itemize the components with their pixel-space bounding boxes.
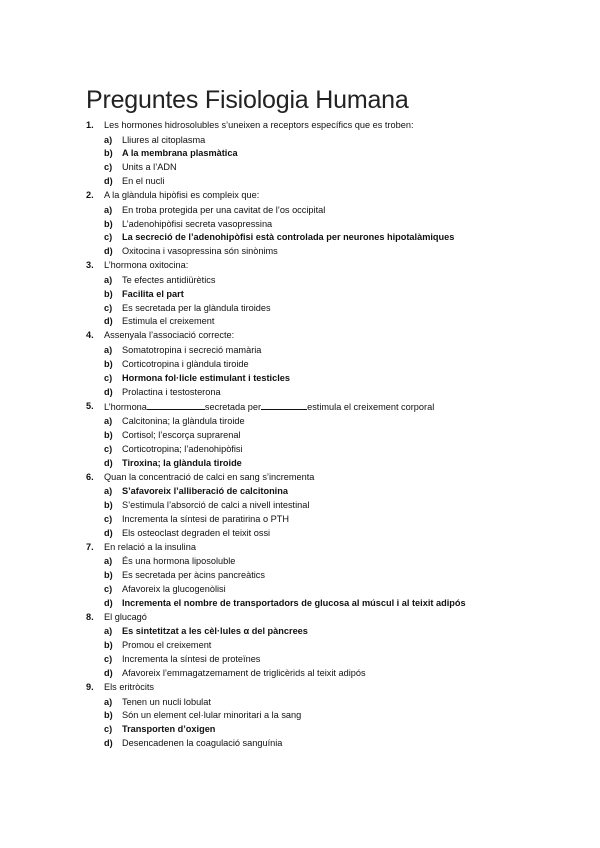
- option-text: En troba protegida per una cavitat de l’os occipital: [122, 204, 326, 215]
- answer-option: [104, 667, 566, 681]
- option-letter: b): [104, 429, 113, 440]
- option-letter: a): [104, 486, 113, 497]
- answer-option-correct: [104, 625, 566, 639]
- answer-option: [104, 134, 566, 148]
- option-letter: c): [104, 302, 113, 313]
- option-letter: b): [104, 640, 113, 651]
- option-text: Es secretada per la glàndula tiroides: [122, 302, 271, 313]
- option-text: Corticotropina i glàndula tiroide: [122, 358, 249, 369]
- option-text: Somatotropina i secreció mamària: [122, 344, 262, 355]
- option-text: Lliures al citoplasma: [122, 134, 206, 145]
- answer-option: [104, 555, 566, 569]
- option-letter: d): [104, 316, 113, 327]
- answer-option-correct: [104, 457, 566, 471]
- option-letter: c): [104, 232, 113, 243]
- question-text: En relació a la insulina: [104, 541, 196, 552]
- question-text-part: secretada per: [204, 401, 262, 412]
- answer-option: [104, 737, 566, 751]
- option-text: S’estimula l’absorció de calci a nivell intestinal: [122, 500, 310, 511]
- option-letter: c): [104, 372, 113, 383]
- option-text: Calcitonina; la glàndula tiroide: [122, 416, 245, 426]
- answer-option: [104, 315, 566, 329]
- option-text: Te efectes antidiürètics: [122, 274, 216, 285]
- answer-option-correct: [104, 147, 566, 161]
- option-list: [86, 625, 566, 681]
- option-text: Tenen un nucli lobulat: [122, 696, 211, 707]
- option-text: Corticotropina; l’adenohipòfisi: [122, 443, 243, 454]
- question-text: L’hormona oxitocina:: [104, 260, 189, 271]
- answer-option: [104, 583, 566, 597]
- option-letter: b): [104, 710, 113, 721]
- question-3: [86, 259, 566, 329]
- question-stem: [86, 329, 566, 343]
- option-text: Desencadenen la coagulació sanguínia: [122, 738, 283, 749]
- question-9: [86, 681, 566, 751]
- answer-option: [104, 245, 566, 259]
- option-letter: d): [104, 527, 113, 538]
- answer-option: [104, 204, 566, 218]
- option-letter: a): [104, 556, 113, 567]
- question-stem: [86, 119, 566, 133]
- option-list: [86, 696, 566, 752]
- option-list: [86, 344, 566, 400]
- question-2: [86, 189, 566, 259]
- question-number: 6.: [86, 471, 94, 482]
- answer-option: [104, 302, 566, 316]
- question-number: 2.: [86, 190, 94, 201]
- answer-option: [104, 175, 566, 189]
- question-stem: [86, 471, 566, 485]
- option-letter: c): [104, 584, 113, 595]
- option-letter: b): [104, 570, 113, 581]
- option-letter: b): [104, 288, 113, 299]
- option-text: Units a l’ADN: [122, 162, 177, 173]
- question-stem: [86, 189, 566, 203]
- question-list: [86, 119, 566, 751]
- option-letter: b): [104, 358, 113, 369]
- question-number: 7.: [86, 541, 94, 552]
- option-text: És una hormona liposoluble: [122, 556, 236, 567]
- option-letter: d): [104, 597, 113, 608]
- answer-option: [104, 709, 566, 723]
- answer-option: [104, 358, 566, 372]
- option-text: Incrementa el nombre de transportadors de glucosa al múscul i al teixit adipós: [122, 597, 466, 608]
- option-text: Oxitocina i vasopressina són sinònims: [122, 246, 278, 257]
- option-text: Afavoreix l’emmagatzemament de triglicèrids al teixit adipós: [122, 668, 366, 679]
- question-number: 1.: [86, 120, 94, 130]
- fill-in-blank: [261, 400, 307, 410]
- answer-option: [104, 696, 566, 710]
- question-number: 3.: [86, 260, 94, 271]
- option-letter: c): [104, 162, 113, 173]
- question-stem: [86, 611, 566, 625]
- option-list: [86, 415, 566, 471]
- option-text: Els osteoclast degraden el teixit ossi: [122, 527, 271, 538]
- option-letter: b): [104, 218, 113, 229]
- option-text: Estimula el creixement: [122, 316, 215, 327]
- question-number: 5.: [86, 400, 94, 411]
- option-letter: d): [104, 176, 113, 187]
- answer-option-correct: [104, 288, 566, 302]
- option-letter: d): [104, 246, 113, 257]
- question-text: Els eritròcits: [104, 682, 155, 692]
- question-text: Les hormones hidrosolubles s’uneixen a receptors específics que es troben:: [104, 120, 414, 130]
- answer-option-correct: [104, 723, 566, 737]
- answer-option-correct: [104, 597, 566, 611]
- page-title: Preguntes Fisiologia Humana: [86, 86, 409, 114]
- question-text-part: L’hormona: [104, 401, 147, 412]
- option-text: Tiroxina; la glàndula tiroide: [122, 457, 242, 468]
- answer-option: [104, 569, 566, 583]
- option-text: S’afavoreix l’alliberació de calcitonina: [122, 486, 288, 497]
- answer-option: [104, 429, 566, 443]
- option-list: [86, 555, 566, 611]
- option-list: [86, 134, 566, 190]
- answer-option: [104, 161, 566, 175]
- question-number: 4.: [86, 330, 94, 341]
- question-stem: [86, 541, 566, 555]
- option-letter: a): [104, 416, 113, 426]
- option-text: Afavoreix la glucogenòlisi: [122, 584, 226, 595]
- option-text: Cortisol; l’escorça suprarenal: [122, 429, 241, 440]
- answer-option: [104, 513, 566, 527]
- answer-option: [104, 344, 566, 358]
- question-stem: [86, 681, 566, 695]
- option-letter: a): [104, 344, 113, 355]
- option-text: Es sintetitzat a les cèl·lules α del pàncrees: [122, 626, 308, 637]
- answer-option: [104, 527, 566, 541]
- option-text: En el nucli: [122, 176, 165, 187]
- option-letter: d): [104, 668, 113, 679]
- question-number: 8.: [86, 611, 94, 622]
- question-stem: [86, 259, 566, 273]
- answer-option: [104, 386, 566, 400]
- answer-option: [104, 443, 566, 457]
- question-6: [86, 471, 566, 541]
- option-letter: a): [104, 626, 113, 637]
- option-text: A la membrana plasmàtica: [122, 148, 238, 159]
- question-1: [86, 119, 566, 189]
- option-list: [86, 485, 566, 541]
- question-stem: [86, 400, 566, 415]
- answer-option: [104, 499, 566, 513]
- option-text: Facilita el part: [122, 288, 184, 299]
- option-letter: a): [104, 204, 113, 215]
- question-8: [86, 611, 566, 681]
- option-list: [86, 204, 566, 260]
- answer-option: [104, 274, 566, 288]
- option-letter: a): [104, 134, 113, 145]
- answer-option: [104, 415, 566, 429]
- option-letter: b): [104, 148, 113, 159]
- option-letter: c): [104, 654, 113, 665]
- option-text: L’adenohipòfisi secreta vasopressina: [122, 218, 273, 229]
- question-text-part: estimula el creixement corporal: [307, 401, 435, 412]
- option-letter: b): [104, 500, 113, 511]
- question-7: [86, 541, 566, 611]
- answer-option: [104, 639, 566, 653]
- option-letter: d): [104, 738, 113, 749]
- option-list: [86, 274, 566, 330]
- answer-option-correct: [104, 231, 566, 245]
- question-4: [86, 329, 566, 399]
- option-letter: c): [104, 513, 113, 524]
- option-letter: a): [104, 274, 113, 285]
- option-letter: c): [104, 443, 113, 454]
- option-letter: d): [104, 386, 113, 397]
- answer-option: [104, 218, 566, 232]
- answer-option-correct: [104, 485, 566, 499]
- question-number: 9.: [86, 682, 94, 692]
- option-text: Prolactina i testosterona: [122, 386, 221, 397]
- question-text: [104, 400, 434, 415]
- option-text: Són un element cel·lular minoritari a la sang: [122, 710, 302, 721]
- option-text: Incrementa la síntesi de proteïnes: [122, 654, 261, 665]
- option-text: La secreció de l’adenohipòfisi està controlada per neurones hipotalàmiques: [122, 232, 455, 243]
- option-text: Hormona fol·licle estimulant i testicles: [122, 372, 290, 383]
- answer-option-correct: [104, 372, 566, 386]
- question-text: Assenyala l’associació correcte:: [104, 330, 235, 341]
- question-text: El glucagó: [104, 611, 147, 622]
- option-text: Es secretada per àcins pancreàtics: [122, 570, 265, 581]
- question-text: Quan la concentració de calci en sang s’incrementa: [104, 471, 315, 482]
- option-text: Promou el creixement: [122, 640, 212, 651]
- fill-in-blank: [147, 400, 205, 410]
- question-text: A la glàndula hipòfisi es compleix que:: [104, 190, 260, 201]
- option-text: Incrementa la síntesi de paratirina o PTH: [122, 513, 289, 524]
- option-letter: d): [104, 457, 113, 468]
- answer-option: [104, 653, 566, 667]
- option-text: Transporten d’oxigen: [122, 724, 216, 735]
- option-letter: c): [104, 724, 113, 735]
- question-5: [86, 400, 566, 471]
- option-letter: a): [104, 696, 113, 707]
